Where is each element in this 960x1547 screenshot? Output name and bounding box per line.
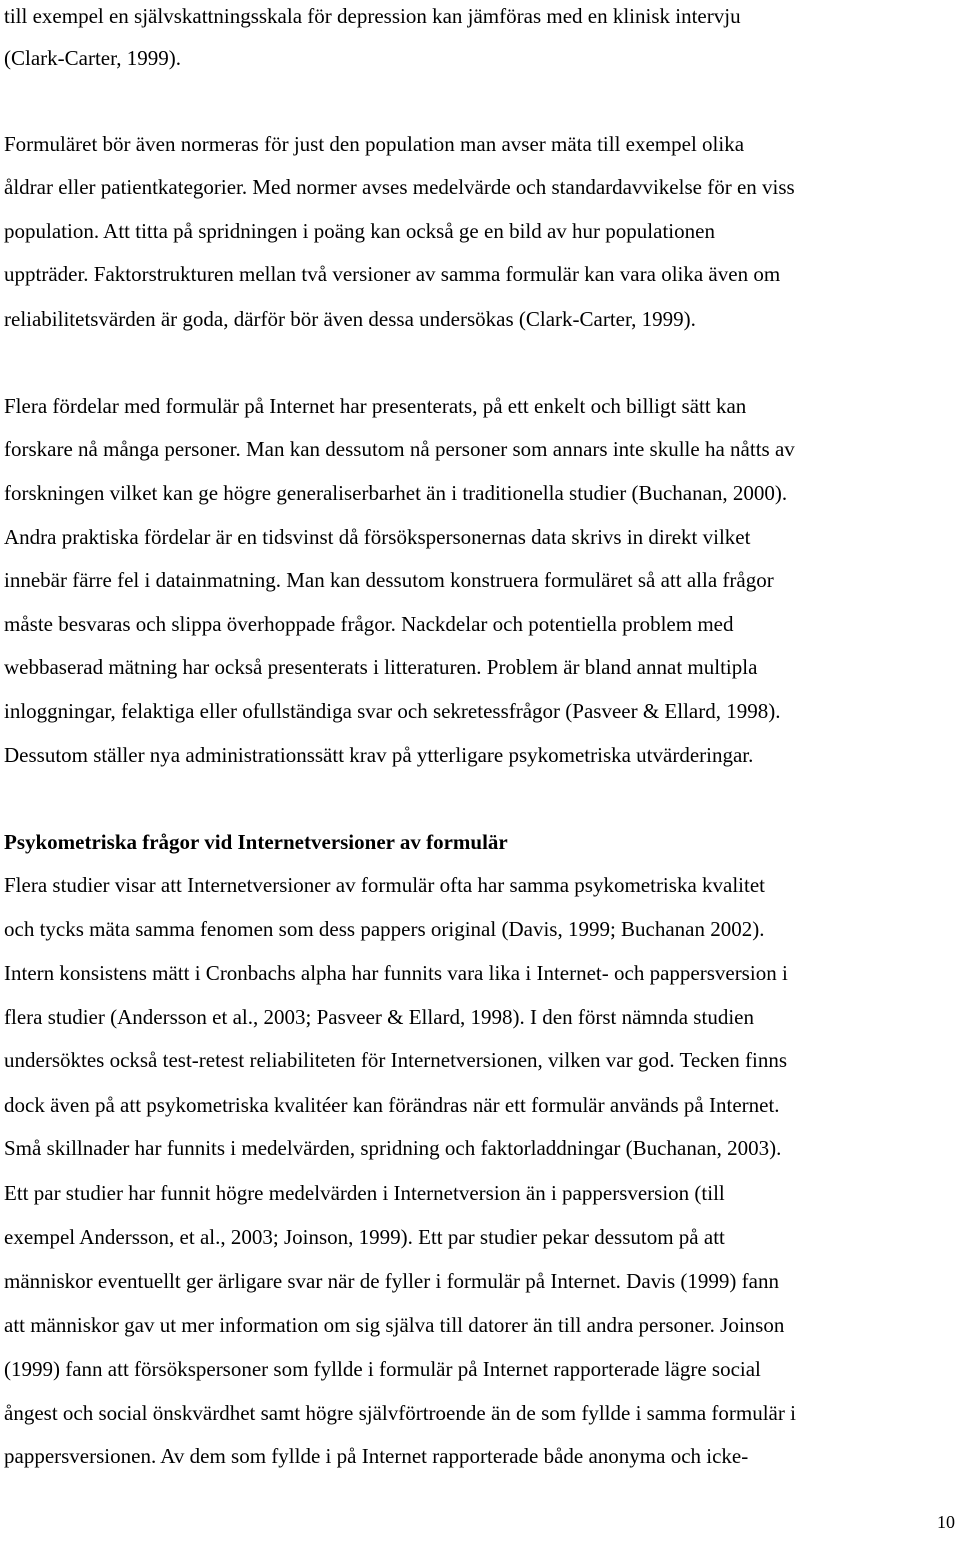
section-line-6: dock även på att psykometriska kvalitéer kan förändras när ett formulär används på Internet.	[4, 1093, 780, 1117]
paragraph-1-line-2: (Clark-Carter, 1999).	[4, 46, 182, 70]
section-line-10: människor eventuellt ger ärligare svar när de fyller i formulär på Internet. Davis (1999) fann	[4, 1269, 779, 1293]
paragraph-3-line-7: webbaserad mätning har också presenterats i litteraturen. Problem är bland annat multipla	[4, 655, 758, 679]
page-number: 10	[937, 1512, 955, 1532]
section-line-12: (1999) fann att försökspersoner som fyllde i formulär på Internet rapporterade lägre social	[4, 1357, 761, 1381]
paragraph-3-line-5: innebär färre fel i datainmatning. Man kan dessutom konstruera formuläret så att alla frågor	[4, 568, 774, 592]
paragraph-3-line-9: Dessutom ställer nya administrationssätt krav på ytterligare psykometriska utvärderingar.	[4, 743, 754, 767]
section-line-14: pappersversionen. Av dem som fyllde i på Internet rapporterade både anonyma och icke-	[4, 1444, 749, 1468]
section-line-8: Ett par studier har funnit högre medelvärden i Internetversion än i pappersversion (till	[4, 1181, 725, 1205]
paragraph-3-line-2: forskare nå många personer. Man kan dessutom nå personer som annars inte skulle ha nåtts av	[4, 437, 795, 461]
paragraph-3-line-1: Flera fördelar med formulär på Internet har presenterats, på ett enkelt och billigt sätt kan	[4, 394, 747, 418]
paragraph-3-line-6: måste besvaras och slippa överhoppade frågor. Nackdelar och potentiella problem med	[4, 612, 734, 636]
section-line-3: Intern konsistens mätt i Cronbachs alpha har funnits vara lika i Internet- och pappersversion i	[4, 961, 788, 985]
section-line-7: Små skillnader har funnits i medelvärden, spridning och faktorladdningar (Buchanan, 2003).	[4, 1136, 782, 1160]
paragraph-3-line-4: Andra praktiska fördelar är en tidsvinst då försökspersonernas data skrivs in direkt vilket	[4, 525, 751, 549]
section-line-11: att människor gav ut mer information om sig själva till datorer än till andra personer. Joinson	[4, 1313, 785, 1337]
paragraph-1-line-1: till exempel en självskattningsskala för depression kan jämföras med en klinisk intervju	[4, 4, 741, 28]
paragraph-2-line-5: reliabilitetsvärden är goda, därför bör även dessa undersökas (Clark-Carter, 1999).	[4, 307, 696, 331]
section-heading: Psykometriska frågor vid Internetversioner av formulär	[4, 830, 508, 854]
paragraph-2-line-2: åldrar eller patientkategorier. Med normer avses medelvärde och standardavvikelse för en viss	[4, 175, 795, 199]
paragraph-3-line-8: inloggningar, felaktiga eller ofullständiga svar och sekretessfrågor (Pasveer & Ellard, 1998).	[4, 699, 781, 723]
section-line-5: undersöktes också test-retest reliabiliteten för Internetversionen, vilken var god. Tecken finns	[4, 1048, 788, 1072]
paragraph-2-line-1: Formuläret bör även normeras för just den population man avser mäta till exempel olika	[4, 132, 745, 156]
section-line-4: flera studier (Andersson et al., 2003; Pasveer & Ellard, 1998). I den först nämnda studien	[4, 1005, 754, 1029]
section-line-1: Flera studier visar att Internetversioner av formulär ofta har samma psykometriska kvalitet	[4, 873, 765, 897]
paragraph-2-line-4: uppträder. Faktorstrukturen mellan två versioner av samma formulär kan vara olika även om	[4, 262, 781, 286]
paragraph-3-line-3: forskningen vilket kan ge högre generaliserbarhet än i traditionella studier (Buchanan, 2000).	[4, 481, 788, 505]
section-line-2: och tycks mäta samma fenomen som dess pappers original (Davis, 1999; Buchanan 2002).	[4, 917, 765, 941]
paragraph-2-line-3: population. Att titta på spridningen i poäng kan också ge en bild av hur populationen	[4, 219, 715, 243]
section-line-9: exempel Andersson, et al., 2003; Joinson, 1999). Ett par studier pekar dessutom på att	[4, 1225, 725, 1249]
section-line-13: ångest och social önskvärdhet samt högre självförtroende än de som fyllde i samma formulär i	[4, 1401, 796, 1425]
